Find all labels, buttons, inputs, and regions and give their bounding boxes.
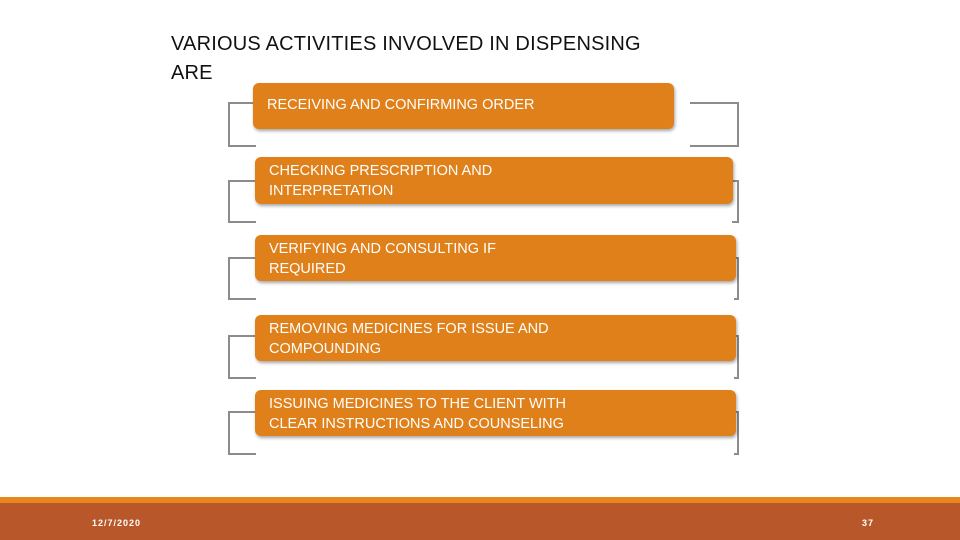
- step-box-3: [255, 235, 736, 281]
- step-box-5: [255, 390, 736, 436]
- step-4-line-2: COMPOUNDING: [269, 341, 381, 357]
- step-4-line-1: REMOVING MEDICINES FOR ISSUE AND: [269, 321, 549, 337]
- connector-left-1: [228, 102, 256, 147]
- step-box-2: [255, 157, 733, 204]
- page-number: 37: [862, 518, 875, 528]
- step-5-line-2: CLEAR INSTRUCTIONS AND COUNSELING: [269, 416, 564, 432]
- footer-band: [0, 503, 960, 540]
- step-2-line-1: CHECKING PRESCRIPTION AND: [269, 163, 493, 179]
- connector-left-2: [228, 180, 256, 223]
- connector-left-3: [228, 257, 256, 300]
- connector-left-4: [228, 335, 256, 379]
- slide-title: [171, 30, 771, 88]
- connector-left-5: [228, 411, 256, 455]
- step-1-line-1: RECEIVING AND CONFIRMING ORDER: [267, 97, 535, 113]
- step-box-1: [253, 83, 674, 129]
- slide-title-line-2: ARE: [171, 62, 213, 84]
- footer-date: 12/7/2020: [92, 518, 142, 528]
- step-5-line-1: ISSUING MEDICINES TO THE CLIENT WITH: [269, 396, 567, 412]
- connector-right-2: [732, 180, 739, 223]
- connector-right-1: [690, 102, 739, 147]
- step-2-line-2: INTERPRETATION: [269, 183, 394, 199]
- step-box-4: [255, 315, 736, 361]
- slide-title-line-1: VARIOUS ACTIVITIES INVOLVED IN DISPENSING: [171, 33, 641, 55]
- step-3-line-1: VERIFYING AND CONSULTING IF: [269, 241, 496, 257]
- step-3-line-2: REQUIRED: [269, 261, 346, 277]
